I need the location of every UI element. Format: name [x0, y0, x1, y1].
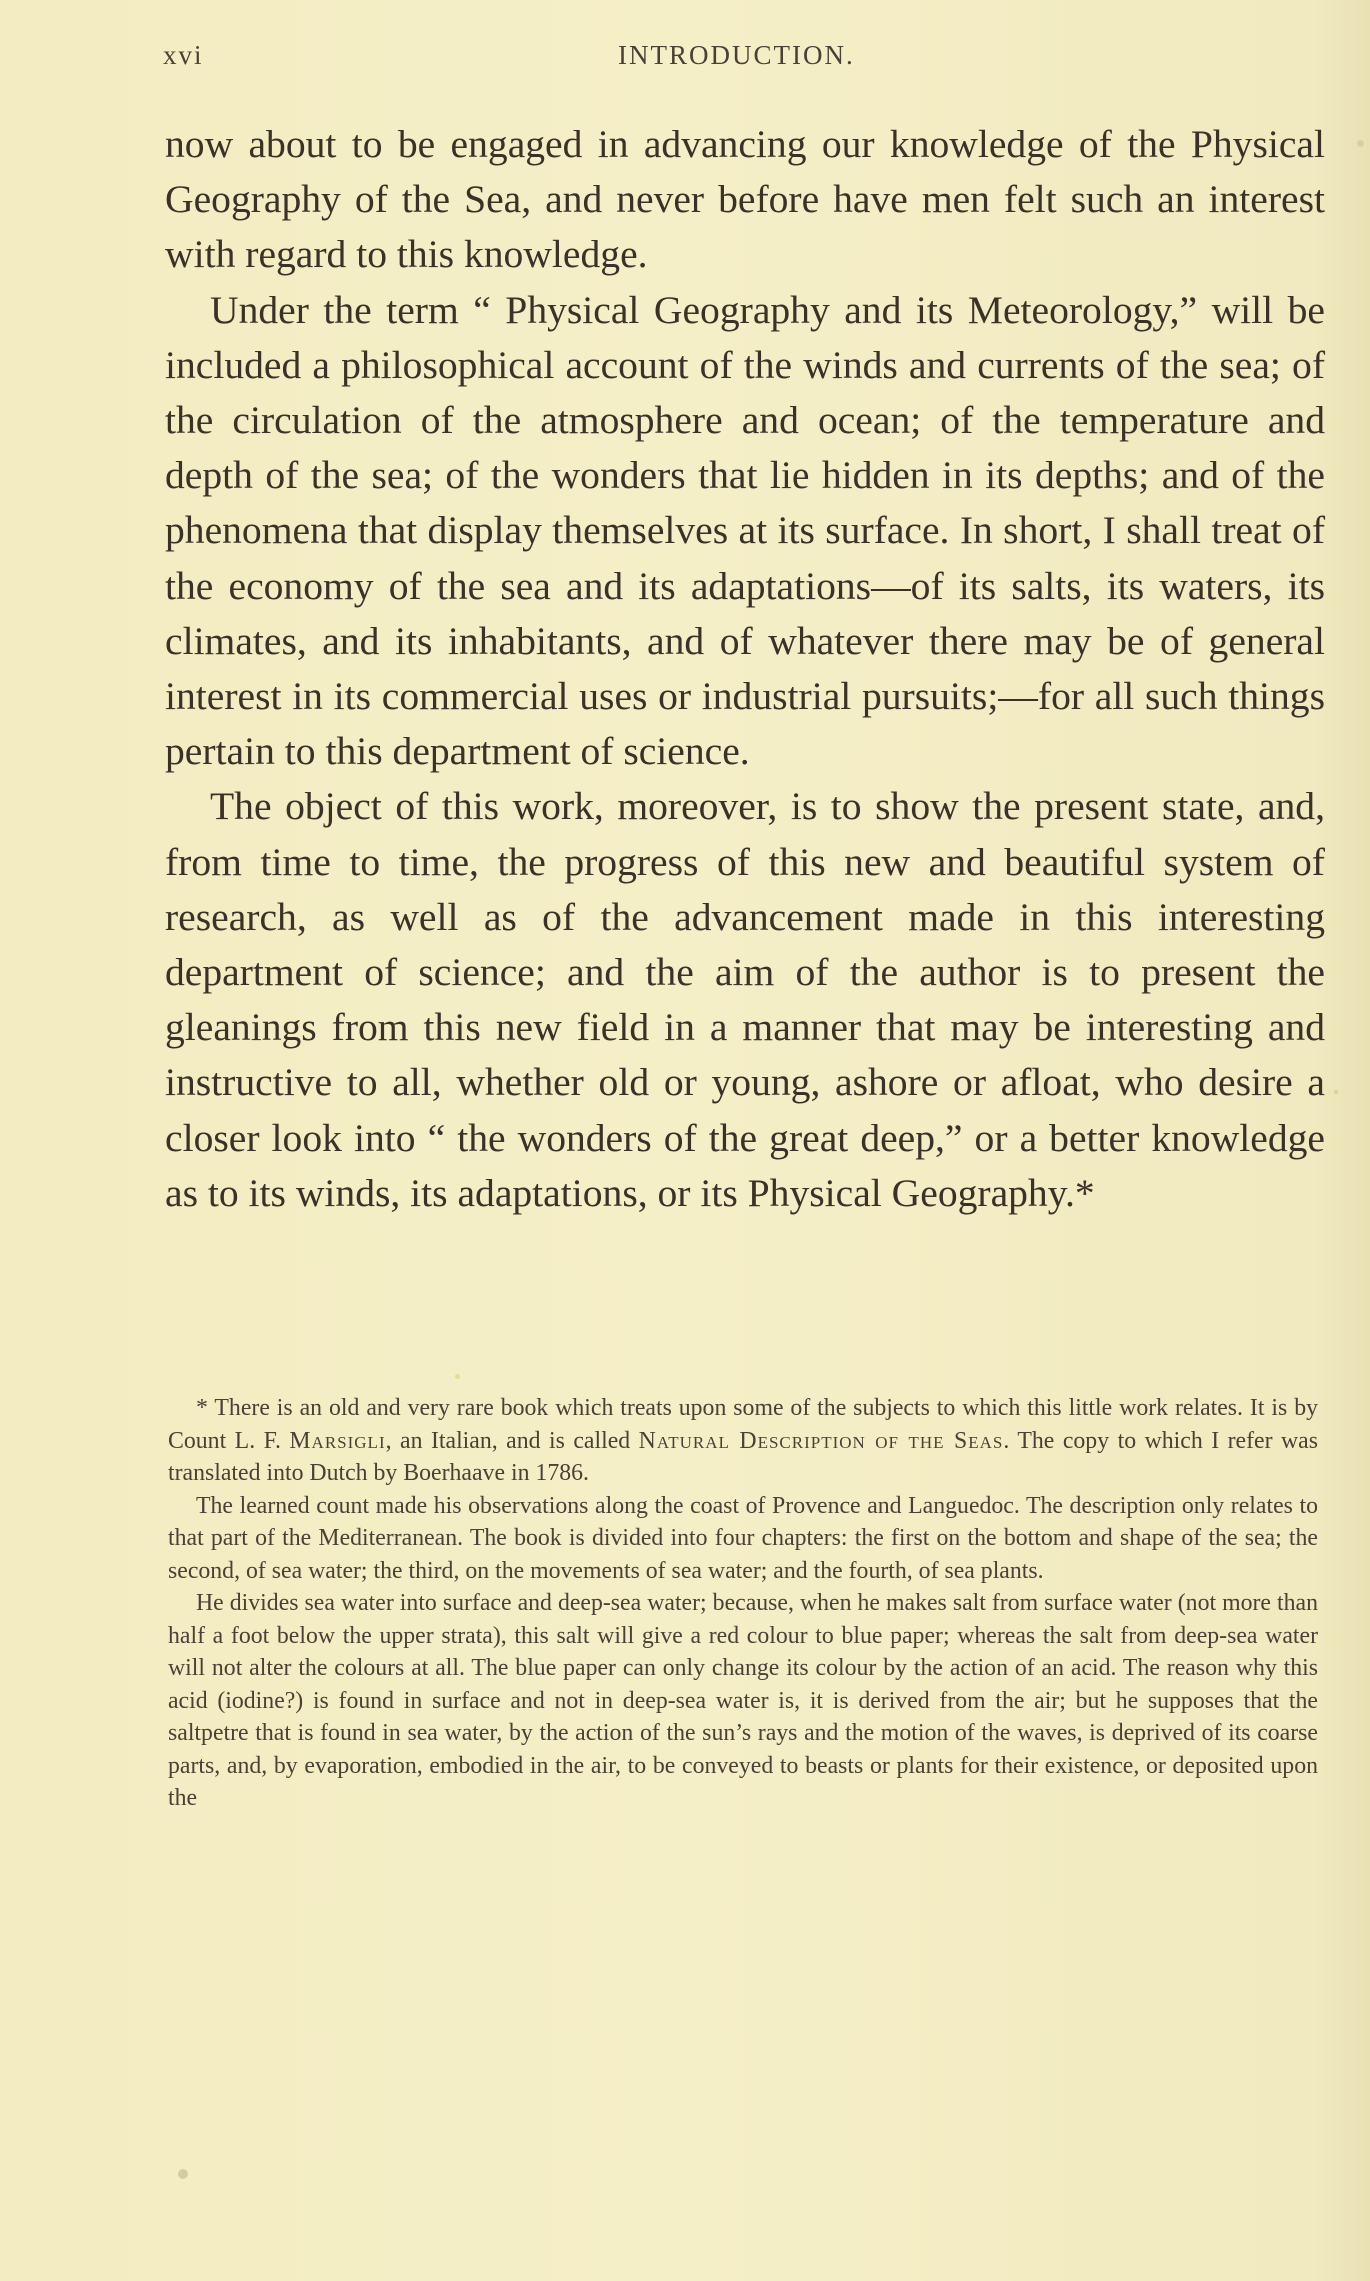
footnote-paragraph-3: He divides sea water into surface and deep-sea water; because, when he makes salt from surface water (not more than half a foot below the upper strata), this salt will give a red colour to blue paper; whereas the salt from deep-sea water will not alter the colours at all. The blue paper can only change its colour by the action of an acid. The reason why this acid (iodine?) is found in surface and not in deep-sea water is, it is derived from the air; but he supposes that the saltpetre that is found in sea water, by the action of the sun’s rays and the motion of the waves, is deprived of its coarse parts, and, by evaporation, embodied in the air, to be conveyed to beasts or plants for their existence, or deposited upon the	[168, 1590, 1318, 1811]
footnote-text: * There is an old and very rare book which treats upon some of the subjects to which this little work relates. It is by Count L. F.	[168, 1395, 1318, 1454]
running-head: INTRODUCTION.	[618, 40, 855, 70]
footnote-text: . The copy to which I refer was translated into Dutch by Boerhaave in 1786.	[168, 1427, 1318, 1486]
paper-speck	[1357, 140, 1364, 147]
footnote-author-name: Marsigli	[289, 1427, 386, 1454]
footnote-paragraph-2: The learned count made his observations along the coast of Provence and Languedoc. The description only relates to that part of the Mediterranean. The book is divided into four chapters: the first on the bottom and shape of the sea; the second, of sea water; the third, on the movements of sea water; and the fourth, of sea plants.	[168, 1492, 1318, 1584]
paragraph-continuation: now about to be engaged in advancing our knowledge of the Physical Geography of the Sea, and never before have men felt such an interest with regard to this knowledge.	[165, 122, 1325, 277]
footnote	[168, 1392, 1318, 1815]
footnote-book-title: Natural Description of the Seas	[638, 1427, 1004, 1454]
page-number: xvi	[163, 40, 204, 70]
paper-speck	[455, 1374, 460, 1379]
footnote-paragraph-1	[168, 1392, 1318, 1490]
footnote-text: , an Italian, and is called	[385, 1427, 639, 1454]
main-text	[165, 117, 1325, 1221]
page-header	[163, 40, 1323, 80]
paper-speck	[1334, 1090, 1338, 1094]
paragraph-physical-geography: Under the term “ Physical Geography and its Meteorology,” will be included a philosophical account of the winds and currents of the sea; of the circulation of the atmosphere and ocean; of the temperature and depth of the sea; of the wonders that lie hidden in its depths; and of the phenomena that display themselves at its surface. In short, I shall treat of the economy of the sea and its adaptations—of its salts, its waters, its climates, and its inhabitants, and of whatever there may be of general interest in its commercial uses or industrial pursuits;—for all such things pertain to this department of science.	[165, 287, 1325, 774]
paper-speck	[178, 2169, 188, 2179]
paragraph-object-of-work: The object of this work, moreover, is to show the present state, and, from time to time, the progress of this new and beautiful system of research, as well as of the advancement made in this interesting department of science; and the aim of the author is to present the gleanings from this new field in a manner that may be interesting and instructive to all, whether old or young, ashore or afloat, who desire a closer look into “ the wonders of the great deep,” or a better knowledge as to its winds, its adaptations, or its Physical Geography.*	[165, 784, 1325, 1215]
